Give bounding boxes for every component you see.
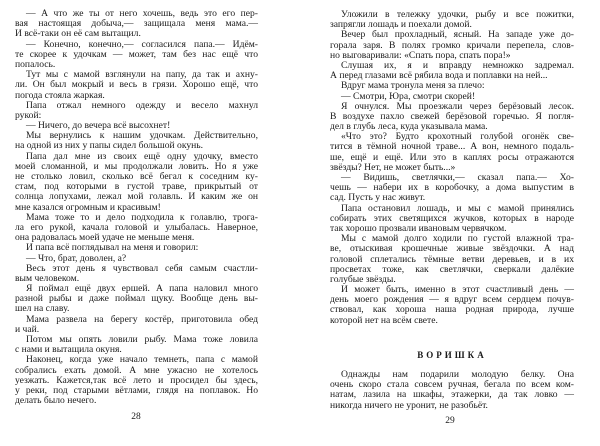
text-line: погода стояла жаркая. bbox=[15, 89, 105, 101]
text-line: ше, ещё и ещё. Или это в каплях росы отражаются bbox=[330, 151, 574, 163]
text-line: так хорошо прозвали ивановым червячком. bbox=[330, 222, 507, 234]
text-line: Потом мы опять ловили рыбу. Мама тоже ловила bbox=[26, 334, 258, 345]
paragraph bbox=[330, 10, 574, 30]
page-number: 29 bbox=[445, 416, 455, 426]
text-line: с нами и вытащила окуня. bbox=[15, 344, 122, 356]
text-line: просветах тоже, как светлячки, сверкали далёкие bbox=[330, 263, 574, 275]
paragraph bbox=[15, 40, 258, 71]
paragraph bbox=[15, 9, 258, 40]
text-line: — Ничего, до вечера всё высохнет! bbox=[26, 120, 171, 132]
text-line: мне казался огромным и красивым! bbox=[15, 201, 161, 213]
paragraph bbox=[15, 335, 258, 355]
text-line: Мама тоже то и дело подходила к голавлю, трога- bbox=[26, 211, 258, 223]
text-line: горала заря. В полях громко кричали перепела, слов- bbox=[330, 39, 574, 51]
text-line: ла его рукой, качала головой и улыбалась. Наверное, bbox=[15, 221, 258, 233]
text-line: — Смотри, Юра, смотри скорей! bbox=[341, 90, 476, 102]
text-line: собирать этих светящихся жучков, которых в народе bbox=[330, 212, 574, 224]
text-line: попалось. bbox=[15, 58, 56, 70]
paragraph bbox=[15, 355, 258, 406]
text-line: Наконец, когда уже начало темнеть, папа с мамой bbox=[26, 354, 258, 366]
text-line: Мама развела на берегу костёр, приготовила обед bbox=[26, 313, 258, 325]
paragraph bbox=[15, 243, 258, 253]
text-line: рукой: bbox=[15, 109, 42, 121]
paragraph bbox=[15, 131, 258, 151]
paragraph bbox=[330, 132, 574, 173]
text-line: делать было нечего. bbox=[15, 395, 97, 407]
text-line: Папа отжал немного одежду и весело махнул bbox=[26, 99, 258, 111]
text-line: И папа всё поглядывал на меня и говорил: bbox=[26, 242, 199, 254]
text-line: головой сплетались тёмные ветви деревьев, и в их bbox=[330, 253, 574, 265]
text-line: на одной из них у папы сидел большой окунь. bbox=[15, 140, 204, 152]
paragraph bbox=[330, 370, 574, 411]
paragraph bbox=[15, 315, 258, 335]
text-line: дел в глубь леса, куда указывала мама. bbox=[330, 121, 488, 133]
text-line: В воздухе пахло свежей берёзовой горечью. Я погля- bbox=[330, 110, 574, 122]
text-line: Я очнулся. Мы проезжали через берёзовый лесок. bbox=[341, 100, 574, 112]
paragraph bbox=[15, 213, 258, 244]
text-line: голубые звёзды. bbox=[330, 273, 396, 285]
text-line: ве, отыскивая крошечные живые звёздочки. А над bbox=[330, 243, 574, 255]
text-line: не столько ловил, сколько всё бегал к соседним ку- bbox=[15, 171, 258, 182]
text-line: ли. Он был мокрый и весь в грязи. Хорошо ещё, что bbox=[15, 79, 258, 91]
text-line: Папа дал мне из своих ещё одну удочку, вместо bbox=[26, 150, 258, 162]
text-line: Тут мы с мамой взглянули на папу, да так и ахну- bbox=[26, 69, 258, 81]
paragraph bbox=[330, 234, 574, 285]
text-line: которой нет на всём свете. bbox=[330, 314, 438, 326]
paragraph bbox=[15, 152, 258, 213]
right-page-text bbox=[330, 10, 574, 326]
text-line: Мы вернулись к нашим удочкам. Действительно, bbox=[26, 130, 258, 142]
text-line: А перед глазами всё рябила вода и поплавки на ней... bbox=[330, 70, 548, 82]
text-line: ствовал, как хороша наша родная природа, лучше bbox=[330, 304, 574, 316]
text-line: Весь этот день я чувствовал себя самым счастли- bbox=[26, 262, 258, 274]
text-line: запрягли лошадь и поехали домой. bbox=[330, 19, 472, 31]
text-line: чешь — набери их в коробочку, а дома выпустим в bbox=[330, 182, 574, 194]
text-line: — Конечно, конечно,— согласился папа.— Идём- bbox=[26, 38, 258, 50]
text-line: вая настоящая добыча,— защищала меня мама.— bbox=[15, 18, 258, 30]
text-line: и чай. bbox=[15, 323, 40, 335]
left-page-text bbox=[15, 9, 258, 406]
paragraph bbox=[330, 61, 574, 81]
text-line: уезжать. Кажется,так всё лето и просидел бы здесь, bbox=[15, 374, 258, 386]
text-line: Папа остановил лошадь, и мы с мамой принялись bbox=[341, 202, 574, 214]
right-page bbox=[300, 0, 600, 446]
text-line: Однажды нам подарили молодую белку. Она bbox=[341, 369, 574, 380]
text-line: И всё-таки он её сам вытащил. bbox=[15, 28, 141, 40]
text-line: разной рыбы и даже поймал щуку. Вообще день вы- bbox=[15, 293, 258, 305]
story-text bbox=[330, 370, 574, 411]
text-line: она радовалась моей удаче не меньше меня. bbox=[15, 232, 195, 244]
page-number: 28 bbox=[131, 412, 141, 422]
paragraph bbox=[15, 70, 258, 101]
text-line: стам, под которыми в густой траве, прикрытый от bbox=[15, 181, 258, 193]
text-line: Вечер был прохладный, ясный. На западе уже до- bbox=[341, 29, 574, 41]
paragraph bbox=[330, 102, 574, 133]
text-line: вым человеком. bbox=[15, 272, 80, 284]
paragraph bbox=[15, 264, 258, 284]
text-line: моей сломанной, и мы продолжали ловить. Но я уже bbox=[15, 160, 258, 172]
paragraph bbox=[330, 285, 574, 326]
text-line: Вдруг мама тронула меня за плечо: bbox=[341, 80, 485, 92]
text-line: тится в тёмной ночной траве... А вон, немного подаль- bbox=[330, 141, 574, 153]
paragraph bbox=[15, 284, 258, 315]
story-title: ВОРИШКА bbox=[417, 350, 487, 360]
text-line: но выговаривали: «Спать пора, спать пора!» bbox=[330, 49, 511, 61]
text-line: у реки, под старыми вётлами, глядя на поплавок. Но bbox=[15, 384, 258, 396]
paragraph bbox=[15, 101, 258, 121]
text-line: «Что это? Будто крохотный голубой огонёк све- bbox=[341, 131, 574, 143]
paragraph bbox=[330, 81, 574, 91]
text-line: очень скоро стала совсем ручная, бегала по всем ком- bbox=[330, 379, 574, 391]
text-line: день моего рождения — я вдруг всем сердцем почув- bbox=[330, 294, 574, 306]
text-line: — А что же ты от него хочешь, ведь это его пер- bbox=[26, 8, 258, 19]
text-line: Уложили в тележку удочки, рыбу и все пожитки, bbox=[341, 9, 574, 20]
text-line: сад. Пусть у нас живут. bbox=[330, 192, 426, 204]
text-line: — Что, брат, доволен, а? bbox=[26, 252, 127, 264]
paragraph bbox=[330, 204, 574, 235]
text-line: — Видишь, светлячки,— сказал папа.— Хо- bbox=[341, 172, 574, 183]
text-line: никогда ничего не уронит, не разобьёт. bbox=[330, 399, 488, 411]
paragraph bbox=[330, 30, 574, 61]
text-line: собрались ехать домой. А мне ужасно не хотелось bbox=[15, 364, 258, 376]
text-line: те скорее к удочкам — может, там без нас ещё что bbox=[15, 48, 258, 60]
text-line: Слушая их, я и вправду немножко задремал. bbox=[341, 59, 574, 71]
text-line: солнца лопухами, лежал мой голавль. И каким же он bbox=[15, 191, 258, 203]
text-line: Я поймал ещё двух ершей. А папа наловил много bbox=[26, 283, 258, 295]
text-line: Мы с мамой долго ходили по густой влажной тра- bbox=[341, 233, 574, 245]
text-line: натам, лазила на шкафы, этажерки, да так ловко — bbox=[330, 389, 574, 401]
text-line: шел на славу. bbox=[15, 303, 70, 315]
text-line: звёзды? Нет, не может быть...» bbox=[330, 161, 456, 173]
text-line: И может быть, именно в этот счастливый день — bbox=[341, 284, 574, 296]
paragraph bbox=[330, 173, 574, 204]
